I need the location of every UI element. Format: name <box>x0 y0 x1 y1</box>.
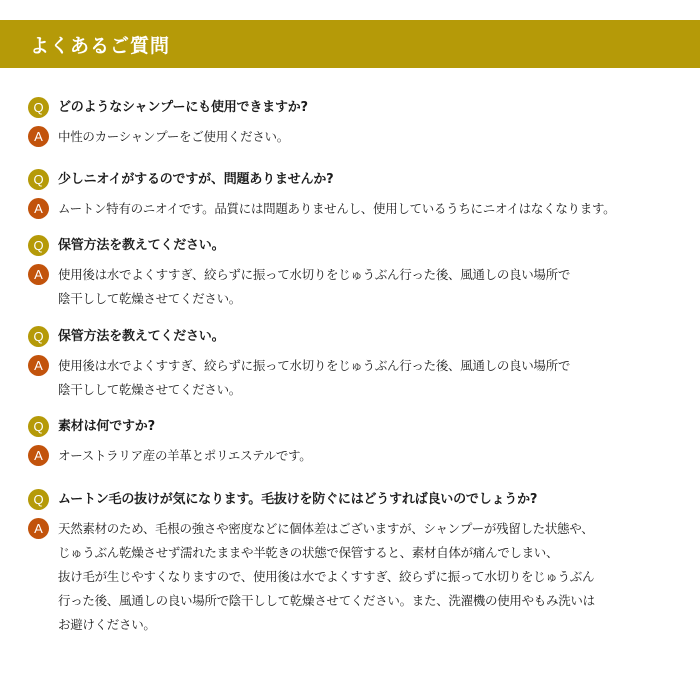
answer-line: 行った後、風通しの良い場所で陰干しして乾燥させてください。また、洗濯機の使用やもみ洗いは <box>58 592 595 608</box>
answer-text <box>58 197 615 221</box>
faq-item <box>28 326 696 402</box>
answer-row <box>28 264 696 311</box>
faq-item <box>28 169 696 221</box>
answer-line: オーストラリア産の羊革とポリエステルです。 <box>58 447 312 463</box>
question-text: ムートン毛の抜けが気になります。毛抜けを防ぐにはどうすれば良いのでしょうか? <box>58 492 538 507</box>
answer-badge-icon: A <box>28 445 49 466</box>
question-row <box>28 97 696 118</box>
page-title: よくあるご質問 <box>30 34 171 57</box>
answer-line: 陰干しして乾燥させてください。 <box>58 290 242 306</box>
answer-text <box>58 354 570 402</box>
question-badge-icon: Q <box>28 416 49 437</box>
faq-item <box>28 235 696 311</box>
question-text: 保管方法を教えてください。 <box>58 329 225 344</box>
faq-item <box>28 489 696 637</box>
answer-text <box>58 263 570 311</box>
question-row <box>28 235 696 256</box>
answer-line: 陰干しして乾燥させてください。 <box>58 381 242 397</box>
answer-text <box>58 444 311 468</box>
answer-badge-icon: A <box>28 518 49 539</box>
answer-line: 抜け毛が生じやすくなりますので、使用後は水でよくすすぎ、絞らずに振って水切りをじゅうぶん <box>58 568 595 584</box>
answer-row <box>28 445 696 468</box>
question-text: どのようなシャンプーにも使用できますか? <box>58 100 308 115</box>
question-badge-icon: Q <box>28 326 49 347</box>
answer-badge-icon: A <box>28 198 49 219</box>
answer-line: ムートン特有のニオイです。品質には問題ありませんし、使用しているうちにニオイはなくなります。 <box>58 200 616 216</box>
answer-row <box>28 518 696 637</box>
answer-row <box>28 355 696 402</box>
answer-row <box>28 126 696 149</box>
question-badge-icon: Q <box>28 489 49 510</box>
question-badge-icon: Q <box>28 235 49 256</box>
question-row <box>28 416 696 437</box>
answer-line: 中性のカーシャンプーをご使用ください。 <box>58 128 289 144</box>
question-text: 少しニオイがするのですが、問題ありませんか? <box>58 172 334 187</box>
question-row <box>28 489 696 510</box>
faq-item <box>28 416 696 468</box>
answer-badge-icon: A <box>28 264 49 285</box>
answer-text <box>58 517 595 637</box>
question-row <box>28 326 696 347</box>
answer-badge-icon: A <box>28 355 49 376</box>
question-badge-icon: Q <box>28 169 49 190</box>
answer-line: 使用後は水でよくすすぎ、絞らずに振って水切りをじゅうぶん行った後、風通しの良い場所で <box>58 357 571 373</box>
question-text: 保管方法を教えてください。 <box>58 238 225 253</box>
question-badge-icon: Q <box>28 97 49 118</box>
answer-line: じゅうぶん乾燥させず濡れたままや半乾きの状態で保管すると、素材自体が痛んでしまい、 <box>58 544 559 560</box>
answer-row <box>28 198 696 221</box>
answer-text <box>58 125 289 149</box>
faq-item <box>28 97 696 149</box>
answer-line: 使用後は水でよくすすぎ、絞らずに振って水切りをじゅうぶん行った後、風通しの良い場所で <box>58 266 571 282</box>
answer-line: お避けください。 <box>58 616 156 632</box>
answer-line: 天然素材のため、毛根の強さや密度などに個体差はございますが、シャンプーが残留した状態や、 <box>58 520 594 536</box>
question-text: 素材は何ですか? <box>58 419 155 434</box>
answer-badge-icon: A <box>28 126 49 147</box>
header-bar <box>0 20 700 68</box>
question-row <box>28 169 696 190</box>
